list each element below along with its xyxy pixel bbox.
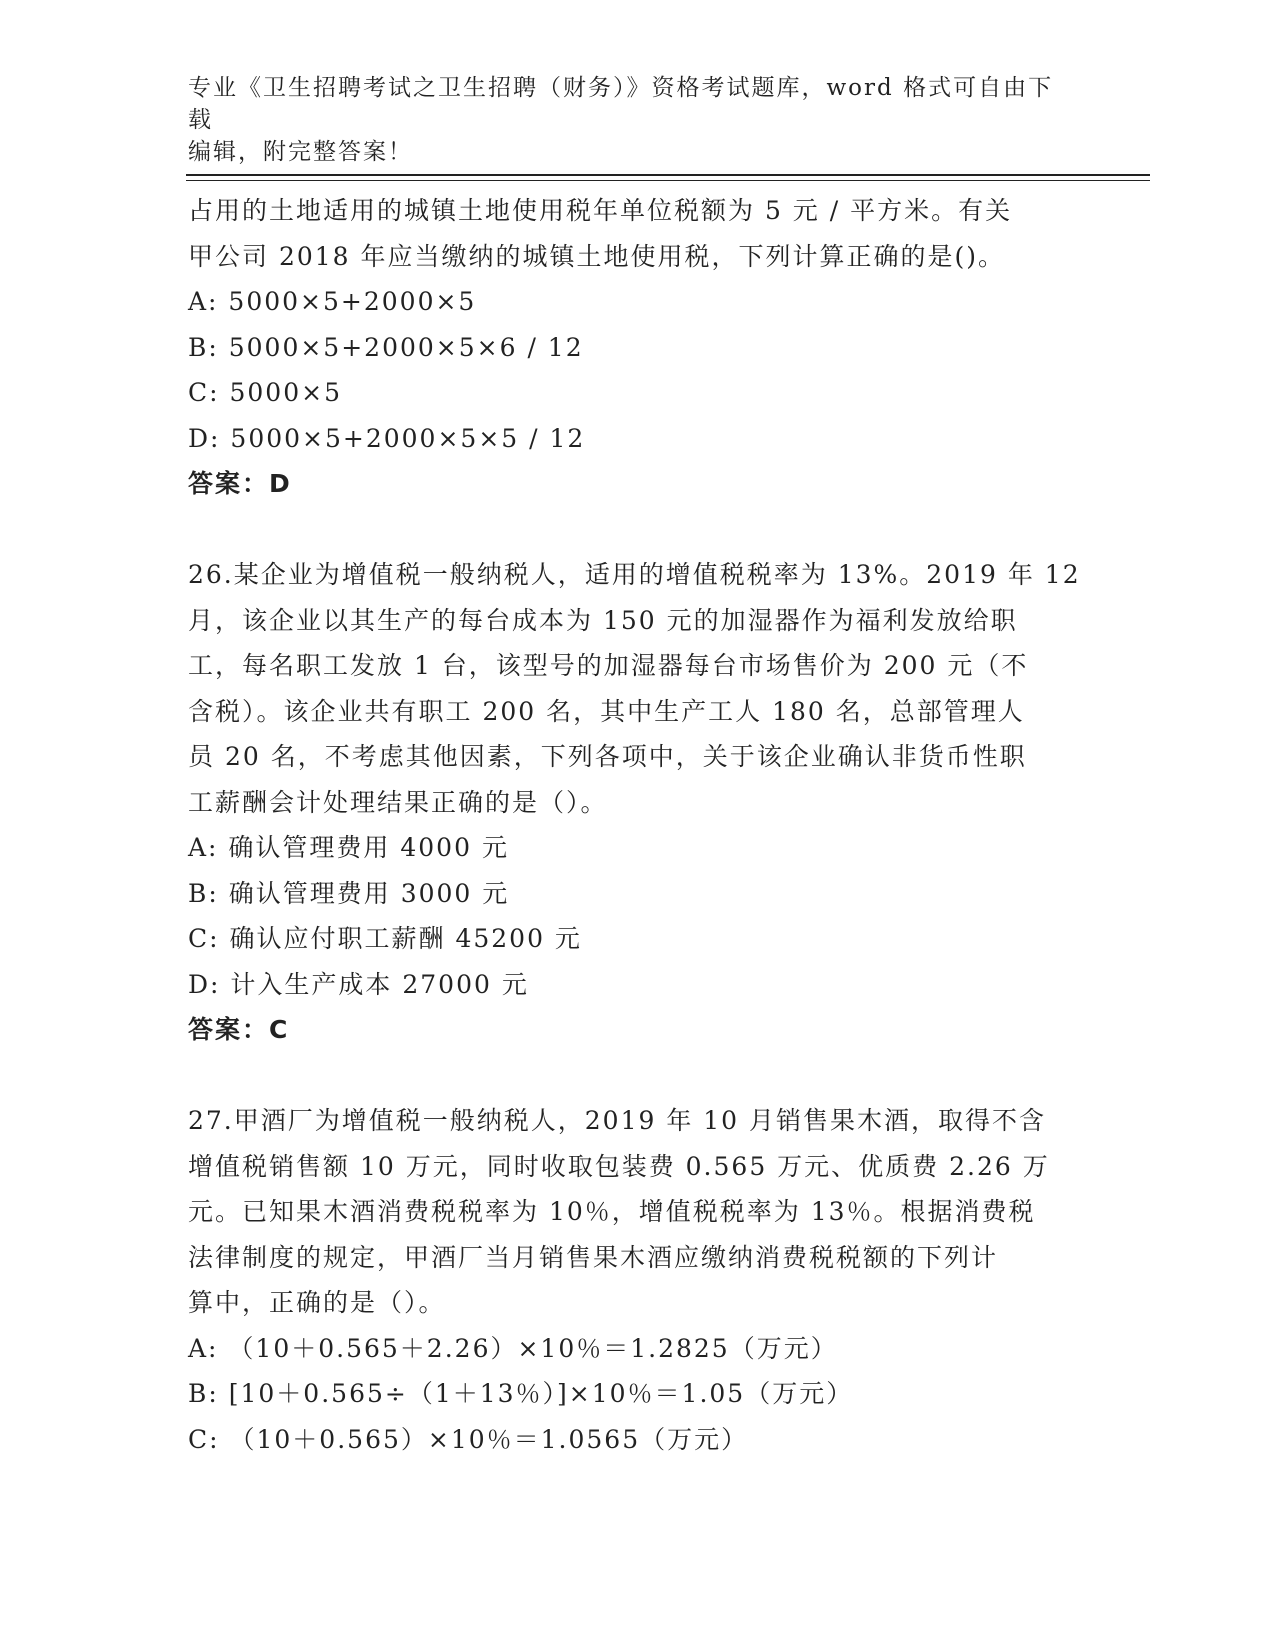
header-line-2: 编辑，附完整答案！ <box>188 139 413 165</box>
option-d: D: 5000×5+2000×5×5 / 12 <box>188 423 586 453</box>
question-text-line: 元。已知果木酒消费税税率为 10％，增值税税率为 13％。根据消费税 <box>188 1197 1036 1226</box>
question-26 <box>188 552 1088 1053</box>
option-a: A: 5000×5+2000×5 <box>188 287 477 316</box>
question-text-line: 含税）。该企业共有职工 200 名，其中生产工人 180 名，总部管理人 <box>188 696 1025 726</box>
question-text-line: 增值税销售额 10 万元，同时收取包装费 0.565 万元、优质费 2.26 万 <box>188 1151 1050 1181</box>
question-text-line: 占用的土地适用的城镇土地使用税年单位税额为 5 元 / 平方米。有关 <box>188 196 1013 225</box>
option-a: A: （10＋0.565＋2.26）×10％＝1.2825（万元） <box>188 1333 838 1363</box>
option-b: B: 5000×5+2000×5×6 / 12 <box>188 332 584 362</box>
question-text-line: 27.甲酒厂为增值税一般纳税人，2019 年 10 月销售果木酒，取得不含 <box>188 1106 1047 1135</box>
header-line-1: 专业《卫生招聘考试之卫生招聘（财务）》资格考试题库，word 格式可自由下载 <box>188 75 1054 133</box>
answer: 答案：C <box>188 1015 290 1044</box>
option-a: A: 确认管理费用 4000 元 <box>188 833 509 862</box>
option-b: B: 确认管理费用 3000 元 <box>188 878 510 908</box>
option-b: B: [10＋0.565÷（1＋13％）]×10％＝1.05（万元） <box>188 1379 854 1408</box>
question-text-line: 员 20 名，不考虑其他因素，下列各项中，关于该企业确认非货币性职 <box>188 742 1027 771</box>
question-text-line: 法律制度的规定，甲酒厂当月销售果木酒应缴纳消费税税额的下列计 <box>188 1242 999 1272</box>
question-text-line: 工，每名职工发放 1 台，该型号的加湿器每台市场售价为 200 元（不 <box>188 651 1029 680</box>
header-rule-thick <box>186 174 1150 176</box>
question-text-line: 26.某企业为增值税一般纳税人，适用的增值税税率为 13%。2019 年 12 <box>188 560 1081 589</box>
header-rule-thin <box>186 180 1150 181</box>
document-body <box>188 188 1088 1462</box>
option-d: D: 计入生产成本 27000 元 <box>188 969 529 999</box>
question-text-line: 工薪酬会计处理结果正确的是（）。 <box>188 787 608 817</box>
question-25 <box>188 188 1088 507</box>
answer: 答案：D <box>188 469 292 498</box>
question-text-line: 甲公司 2018 年应当缴纳的城镇土地使用税，下列计算正确的是()。 <box>188 241 1006 271</box>
document-header <box>188 72 1068 168</box>
option-c: C: 5000×5 <box>188 378 342 407</box>
question-text-line: 算中，正确的是（）。 <box>188 1288 446 1317</box>
option-c: C: （10＋0.565）×10％＝1.0565（万元） <box>188 1424 749 1454</box>
question-text-line: 月，该企业以其生产的每台成本为 150 元的加湿器作为福利发放给职 <box>188 605 1018 635</box>
question-27 <box>188 1098 1088 1462</box>
option-c: C: 确认应付职工薪酬 45200 元 <box>188 924 582 953</box>
